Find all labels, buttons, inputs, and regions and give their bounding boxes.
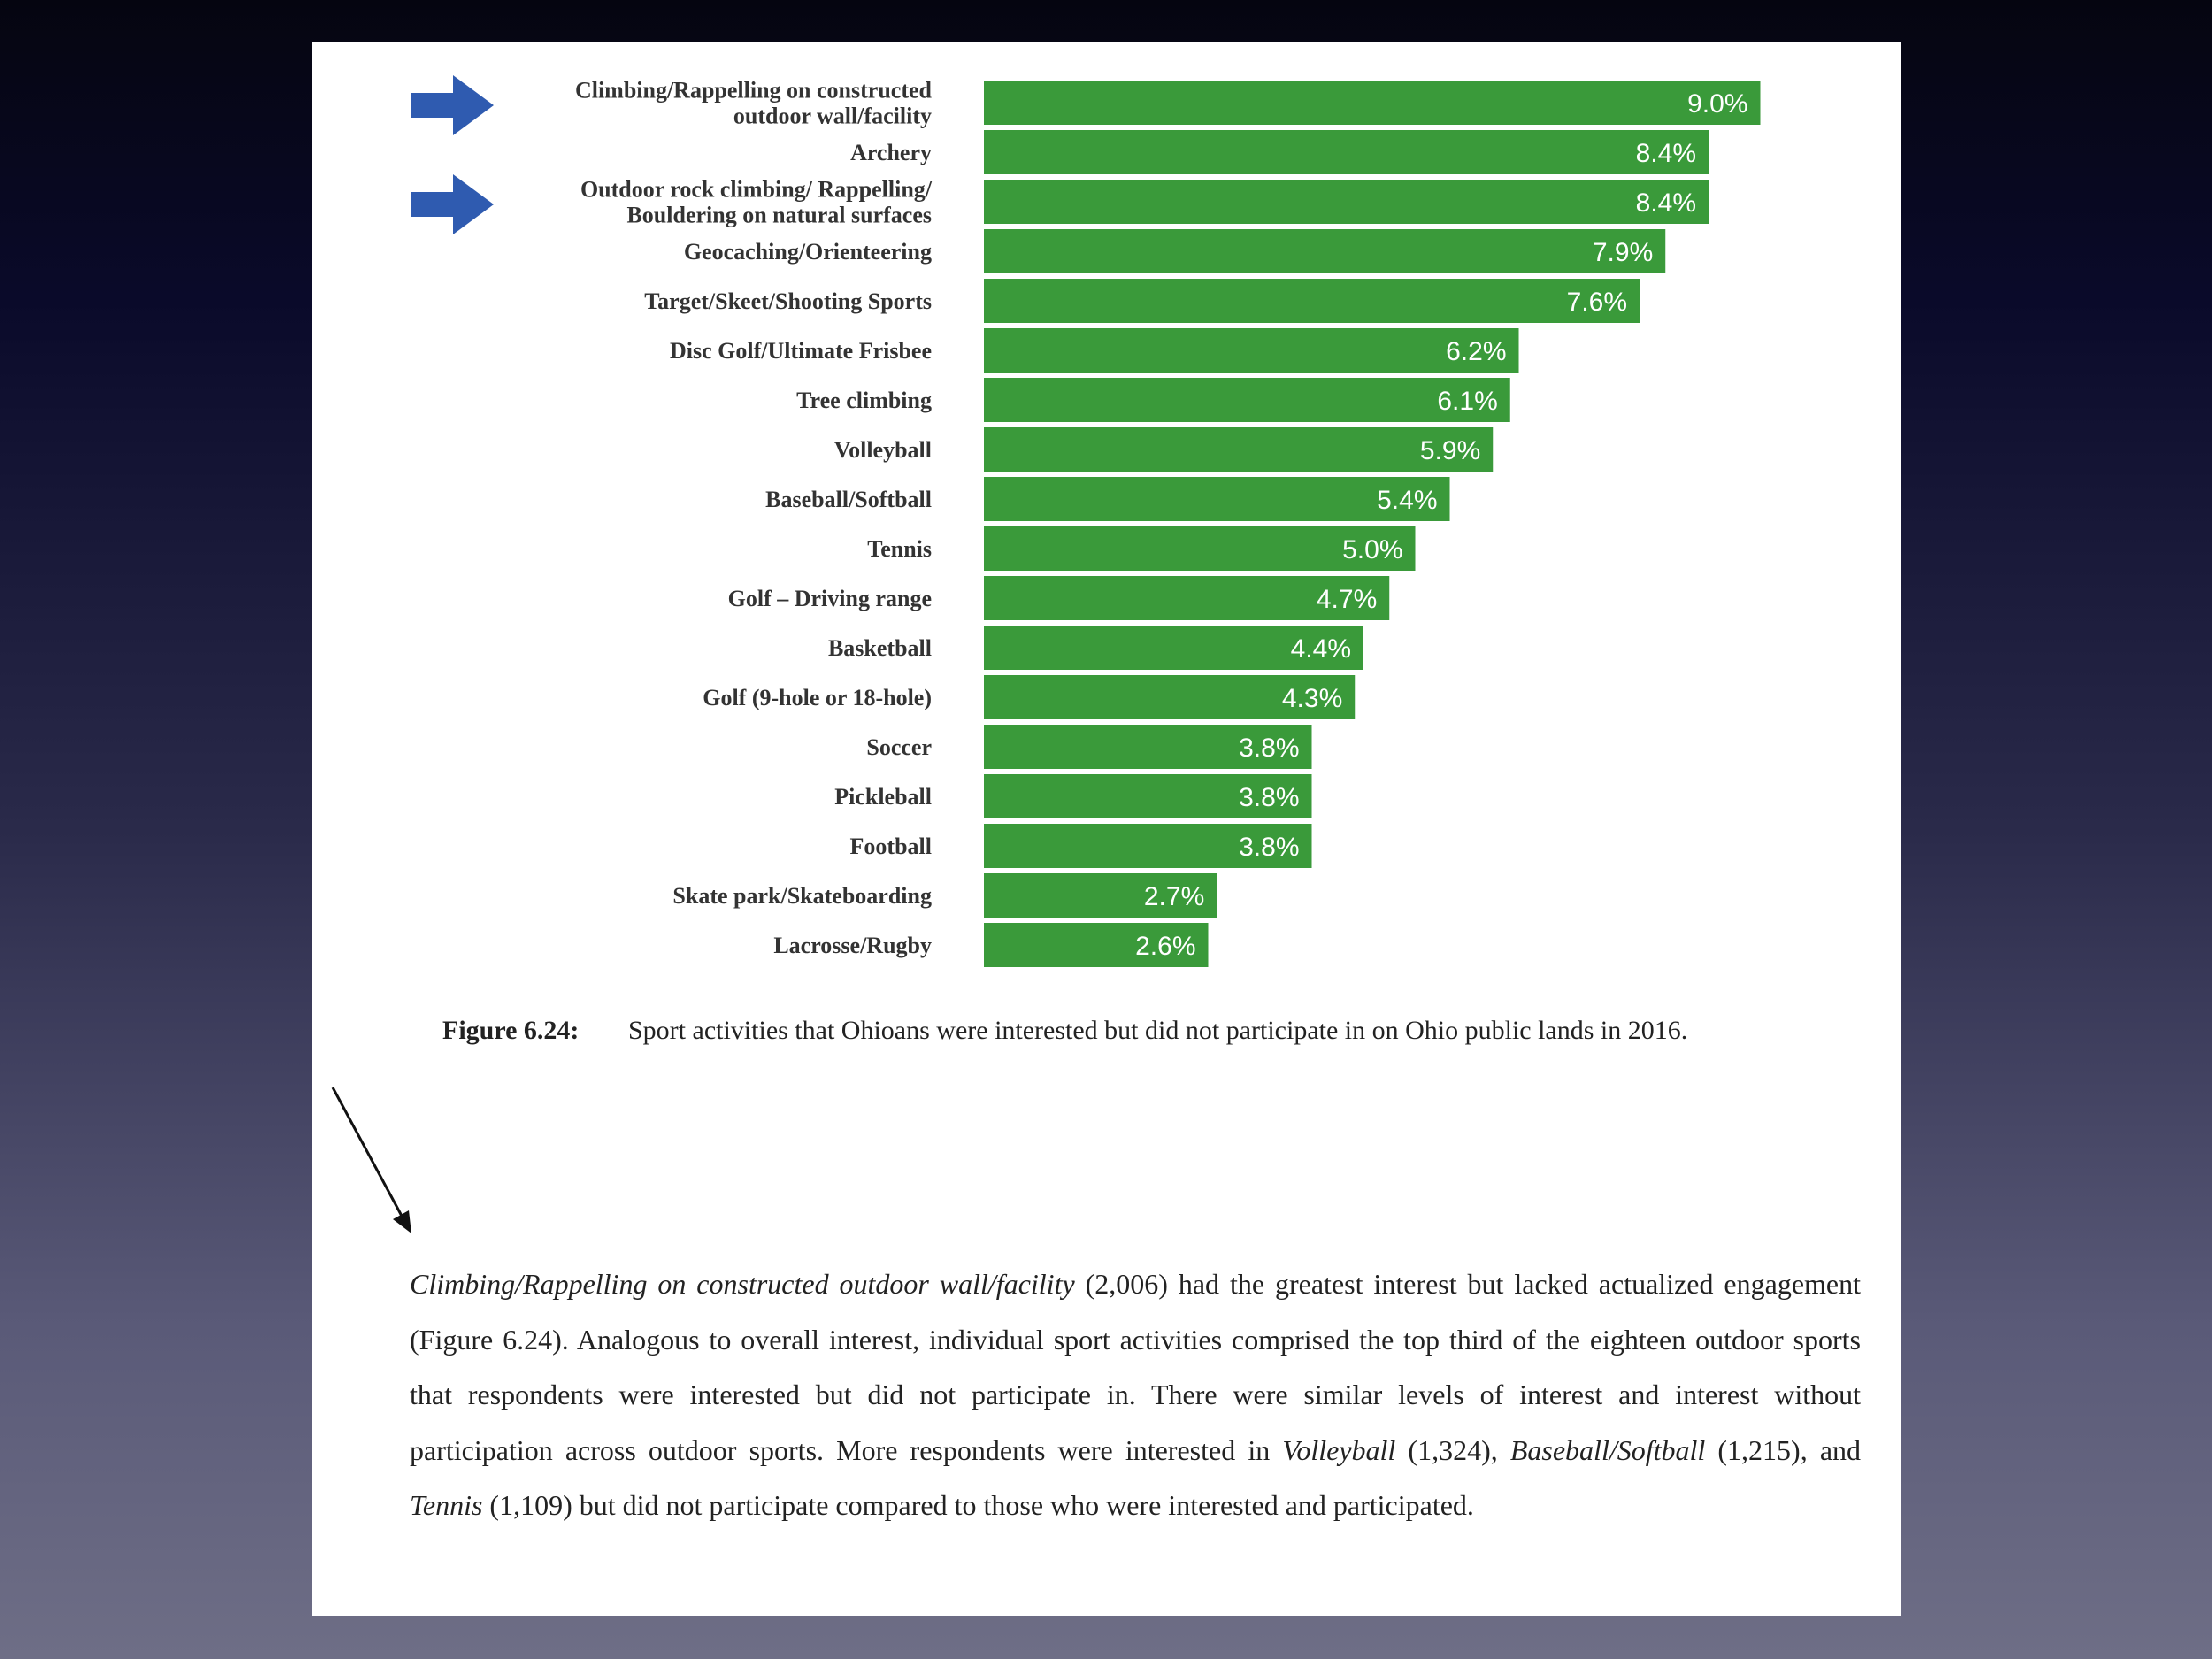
figure-id: Figure 6.24: [442, 1016, 580, 1045]
bar-value-label-14: 3.8% [1239, 783, 1300, 812]
category-label-6: Tree climbing [796, 388, 932, 413]
category-label-7: Volleyball [833, 437, 932, 463]
bar-value-label-9: 5.0% [1342, 535, 1403, 565]
bar-value-label-16: 2.7% [1143, 882, 1205, 911]
bar-value-label-11: 4.4% [1290, 634, 1351, 664]
paragraph-text-2: (1,324), [1395, 1433, 1510, 1466]
bar-value-label-17: 2.6% [1135, 932, 1196, 961]
bar-value-label-7: 5.9% [1419, 436, 1481, 465]
bar-value-label-6: 6.1% [1437, 387, 1498, 416]
category-label-0-line-0: Climbing/Rappelling on constructed [574, 77, 932, 104]
bar-value-label-12: 4.3% [1281, 684, 1343, 713]
emphasis-volleyball: Volleyball [1282, 1433, 1396, 1466]
category-label-2-line-0: Outdoor rock climbing/ Rappelling/ [580, 176, 932, 203]
bar-value-label-1: 8.4% [1635, 139, 1696, 168]
bar-value-label-4: 7.6% [1566, 288, 1627, 317]
bar-value-label-8: 5.4% [1377, 486, 1438, 515]
category-label-0-line-1: outdoor wall/facility [733, 103, 932, 129]
bar-7 [984, 427, 1493, 472]
emphasis-tennis: Tennis [410, 1489, 483, 1521]
category-label-5: Disc Golf/Ultimate Frisbee [669, 338, 932, 364]
bar-value-label-5: 6.2% [1446, 337, 1507, 366]
category-label-2-line-1: Bouldering on natural surfaces [626, 202, 932, 228]
bar-4 [984, 279, 1640, 323]
bar-value-label-10: 4.7% [1316, 585, 1378, 614]
category-label-3: Geocaching/Orienteering [683, 239, 932, 265]
figure-caption-text: Sport activities that Ohioans were interested but did not participate in on Ohio public lands in 2016. [628, 1016, 1688, 1045]
bar-chart [312, 42, 1901, 1007]
document-page [312, 42, 1901, 1616]
bar-3 [984, 229, 1665, 273]
bar-2 [984, 180, 1709, 224]
bar-value-label-13: 3.8% [1239, 733, 1300, 763]
bar-5 [984, 328, 1519, 373]
category-label-9: Tennis [867, 536, 932, 562]
category-label-1: Archery [850, 140, 932, 165]
category-label-12: Golf (9-hole or 18-hole) [703, 685, 932, 710]
paragraph-text-4: (1,109) but did not participate compared to those who were interested and participated. [482, 1489, 1474, 1521]
category-label-14: Pickleball [834, 784, 932, 810]
emphasis-climbing: Climbing/Rappelling on constructed outdoor wall/facility [410, 1268, 1075, 1300]
bar-1 [984, 130, 1709, 174]
category-label-11: Basketball [827, 635, 932, 661]
category-label-16: Skate park/Skateboarding [672, 883, 932, 909]
category-label-13: Soccer [866, 734, 932, 760]
bar-0 [984, 81, 1761, 125]
category-label-4: Target/Skeet/Shooting Sports [644, 288, 932, 314]
category-label-17: Lacrosse/Rugby [773, 933, 932, 958]
emphasis-baseball: Baseball/Softball [1509, 1433, 1706, 1466]
bar-value-label-15: 3.8% [1239, 833, 1300, 862]
paragraph-text-1: (2,006) had the greatest interest but lacked actualized engagement (Figure 6.24). Analogous to overall interest, individual sport activities comprised the top third of the eighteen outdoor sports that respondents were interested but did not participate in. There were similar levels of interest and interest without participation across outdoor sports. More respondents were interested in [410, 1268, 1862, 1466]
bar-value-label-3: 7.9% [1592, 238, 1654, 267]
figure-caption [442, 1005, 1823, 1056]
bar-value-label-0: 9.0% [1687, 89, 1748, 119]
body-paragraph [410, 1256, 1861, 1533]
paragraph-text-3: (1,215), and [1705, 1433, 1862, 1466]
bar-value-label-2: 8.4% [1635, 188, 1696, 218]
bar-6 [984, 378, 1510, 422]
category-label-10: Golf – Driving range [727, 586, 932, 611]
category-label-8: Baseball/Softball [765, 487, 932, 512]
category-label-15: Football [849, 833, 932, 859]
